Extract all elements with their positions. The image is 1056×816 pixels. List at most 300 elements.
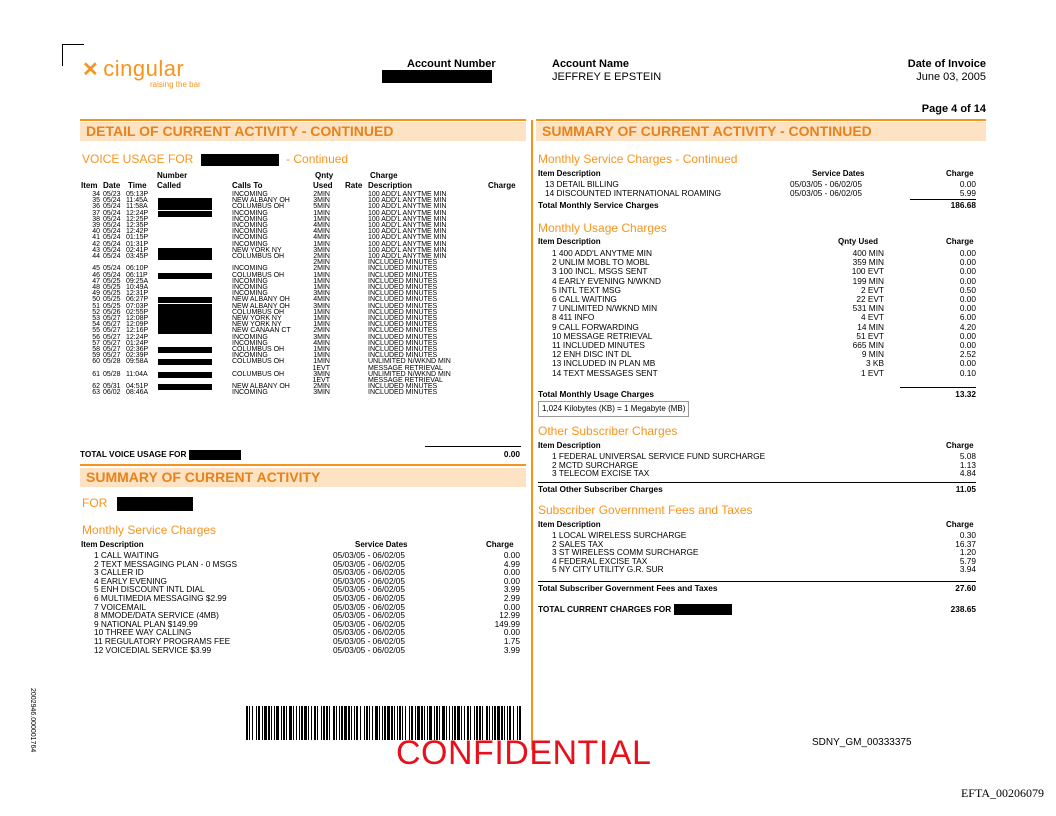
voice-item: 48 <box>92 284 100 291</box>
msc-total-label: Total Monthly Service Charges <box>538 200 659 210</box>
row-description: 11 REGULATORY PROGRAMS FEE <box>94 636 231 646</box>
row-mid: 05/03/05 - 06/02/05 <box>790 179 862 189</box>
barcode-bar <box>301 706 303 740</box>
barcode-bar <box>354 706 355 740</box>
voice-desc: 100 ADD'L ANYTME MIN <box>368 197 447 205</box>
voice-calls-to: INCOMING <box>232 352 268 360</box>
voice-date: 05/24 <box>103 209 121 217</box>
redaction-box <box>158 211 212 217</box>
barcode-bar <box>271 706 272 740</box>
voice-desc: INCLUDED MINUTES <box>368 265 438 273</box>
voice-calls-to: INCOMING <box>232 191 268 198</box>
row-mid: 22 EVT <box>856 294 884 304</box>
row-charge: 0.50 <box>959 284 976 295</box>
voice-used: 4MIN <box>313 228 330 236</box>
voice-calls-to: NEW ALBANY OH <box>232 383 290 391</box>
msc-header: Item Description Service Dates Charge <box>538 169 974 178</box>
voice-desc: 100 ADD'L ANYTME MIN <box>368 191 447 198</box>
barcode-bar <box>293 706 294 740</box>
row-description: 7 UNLIMITED N/WKND MIN <box>552 303 658 314</box>
row-description: 4 FEDERAL EXCISE TAX <box>552 555 648 566</box>
voice-used: 3MIN <box>313 389 330 397</box>
voice-item: 43 <box>92 246 100 254</box>
row-charge: 0.00 <box>959 257 976 268</box>
barcode-bar <box>372 706 373 740</box>
barcode-bar <box>344 706 347 740</box>
voice-item: 55 <box>92 327 100 335</box>
row-mid: 14 MIN <box>857 321 884 332</box>
row-description: 8 MMODE/DATA SERVICE (4MB) <box>94 610 219 621</box>
confidential-stamp: CONFIDENTIAL <box>396 734 652 772</box>
voice-item: 46 <box>92 271 100 279</box>
row-charge: 6.00 <box>959 312 976 323</box>
row-description: 9 NATIONAL PLAN $149.99 <box>94 618 198 629</box>
other-header: Item Description Charge <box>538 441 974 450</box>
row-description: 3 TELECOM EXCISE TAX <box>552 468 650 479</box>
voice-date: 05/27 <box>103 352 121 360</box>
voice-used: 1MIN <box>313 321 330 329</box>
voice-used: 2MIN <box>313 253 330 260</box>
voice-date: 05/27 <box>103 333 121 341</box>
voice-time: 06:27P <box>126 296 149 304</box>
barcode-bar <box>369 706 370 740</box>
barcode-bar <box>311 706 312 740</box>
voice-item: 63 <box>92 389 100 397</box>
barcode-bar <box>391 706 393 740</box>
row-mid: 531 MIN <box>852 303 884 314</box>
voice-date: 05/24 <box>103 240 121 248</box>
voice-desc: INCLUDED MINUTES <box>368 339 438 347</box>
voice-desc: INCLUDED MINUTES <box>368 259 438 267</box>
cingular-logo <box>82 56 201 89</box>
barcode-bar <box>252 706 253 740</box>
voice-used: 1MIN <box>313 271 330 279</box>
voice-date: 05/24 <box>103 215 121 223</box>
barcode-bar <box>323 706 325 740</box>
voice-desc: INCLUDED MINUTES <box>368 346 438 353</box>
row-description: 8 411 INFO <box>552 312 595 323</box>
voice-used: 2MIN <box>313 265 330 273</box>
row-charge: 3.94 <box>959 564 976 575</box>
voice-calls-to: COLUMBUS OH <box>232 308 285 316</box>
voice-calls-to: NEW CANAAN CT <box>232 327 291 335</box>
row-description: 2 TEXT MESSAGING PLAN - 0 MSGS <box>94 558 238 569</box>
barcode-bar <box>281 706 282 740</box>
barcode-bar <box>321 706 322 740</box>
voice-desc: INCLUDED MINUTES <box>368 271 438 279</box>
row-description: 5 NY CITY UTILITY G.R. SUR <box>552 564 664 575</box>
voice-time: 12:24P <box>126 209 149 217</box>
barcode-bar <box>246 706 248 740</box>
voice-used: 1MIN <box>313 346 330 353</box>
voice-date: 05/28 <box>103 370 121 378</box>
voice-used: 4MIN <box>313 222 330 229</box>
table-row <box>0 188 1056 198</box>
summary-banner: SUMMARY OF CURRENT ACTIVITY <box>80 468 526 487</box>
voice-item: 38 <box>92 215 100 223</box>
voice-calls-to: NEW YORK NY <box>232 321 282 329</box>
voice-calls-to: COLUMBUS OH <box>232 370 285 378</box>
voice-calls-to: INCOMING <box>232 277 268 285</box>
voice-date: 05/25 <box>103 296 121 304</box>
gov-fees-title: Subscriber Government Fees and Taxes <box>538 503 753 517</box>
voice-date: 05/24 <box>103 203 121 211</box>
voice-item: 51 <box>92 302 100 310</box>
msc-total: 186.68 <box>950 200 976 210</box>
barcode-bar <box>289 706 292 740</box>
row-charge: 0.00 <box>959 248 976 258</box>
row-mid: 665 MIN <box>852 340 884 350</box>
detail-banner: DETAIL OF CURRENT ACTIVITY - CONTINUED <box>80 122 526 141</box>
redaction-box <box>117 497 193 511</box>
voice-used: 3MIN <box>313 302 330 310</box>
row-mid: 05/03/05 - 06/02/05 <box>333 601 405 612</box>
voice-calls-to: NEW YORK NY <box>232 315 282 322</box>
voice-date: 05/24 <box>103 228 121 236</box>
voice-total: TOTAL VOICE USAGE FOR <box>80 449 241 460</box>
barcode-bar <box>308 706 309 740</box>
row-charge: 0.00 <box>959 358 976 369</box>
barcode-bar <box>264 706 267 740</box>
row-mid: 05/03/05 - 06/02/05 <box>333 610 405 621</box>
voice-desc: 100 ADD'L ANYTME MIN <box>368 203 447 211</box>
row-charge: 0.00 <box>959 179 976 189</box>
row-mid: 1 EVT <box>860 367 884 378</box>
barcode-bar <box>256 706 257 740</box>
voice-desc: INCLUDED MINUTES <box>368 315 438 322</box>
row-description: 10 MESSAGE RETRIEVAL <box>552 330 653 341</box>
row-mid: 9 MIN <box>861 349 884 360</box>
table-row <box>0 564 1056 574</box>
voice-calls-to: INCOMING <box>232 333 268 341</box>
voice-date: 05/24 <box>103 222 121 229</box>
voice-date: 05/24 <box>103 253 121 260</box>
barcode-bar <box>317 706 318 740</box>
page-number: Page 4 of 14 <box>921 103 986 115</box>
row-description: 1 CALL WAITING <box>94 550 159 560</box>
voice-desc: INCLUDED MINUTES <box>368 352 438 360</box>
row-description: 5 INTL TEXT MSG <box>552 284 622 295</box>
voice-date: 05/26 <box>103 308 121 316</box>
voice-date: 05/24 <box>103 197 121 205</box>
voice-desc: MESSAGE RETRIEVAL <box>368 364 443 372</box>
voice-desc: INCLUDED MINUTES <box>368 389 438 397</box>
voice-time: 09:25A <box>126 277 149 285</box>
voice-item: 35 <box>92 197 100 205</box>
voice-used: 2MIN <box>313 327 330 335</box>
voice-header: Item Date Time Called Calls To Used Rate Description Charge <box>81 181 516 190</box>
redaction-box <box>201 154 279 166</box>
voice-date: 05/27 <box>103 346 121 353</box>
voice-used: 1MIN <box>313 240 330 248</box>
gov-total-label: Total Subscriber Government Fees and Taxes <box>538 583 718 593</box>
row-description: 6 MULTIMEDIA MESSAGING $2.99 <box>94 593 227 603</box>
monthly-header: Item Description Service Dates Charge <box>81 540 514 549</box>
bates-number: SDNY_GM_00333375 <box>812 737 912 748</box>
row-description: 5 ENH DISCOUNT INTL DIAL <box>94 584 205 595</box>
voice-desc: INCLUDED MINUTES <box>368 277 438 285</box>
voice-calls-to: COLUMBUS OH <box>232 358 285 366</box>
usage-total-label: Total Monthly Usage Charges <box>538 389 655 399</box>
voice-used: 1MIN <box>313 352 330 360</box>
voice-used: 4MIN <box>313 234 330 242</box>
voice-desc: 100 ADD'L ANYTME MIN <box>368 240 447 248</box>
row-charge: 4.20 <box>959 321 976 332</box>
voice-desc: INCLUDED MINUTES <box>368 327 438 335</box>
row-charge: 0.00 <box>959 266 976 277</box>
voice-time: 12:25P <box>126 215 149 223</box>
row-description: 6 CALL WAITING <box>552 294 617 304</box>
row-charge: 1.20 <box>959 547 976 558</box>
voice-calls-to: INCOMING <box>232 389 268 397</box>
voice-used: 2MIN <box>313 259 330 267</box>
voice-item: 59 <box>92 352 100 360</box>
voice-time: 12:31P <box>126 290 149 298</box>
row-charge: 0.00 <box>503 601 520 612</box>
voice-item: 54 <box>92 321 100 329</box>
usage-title: Monthly Usage Charges <box>538 221 667 235</box>
voice-desc: 100 ADD'L ANYTME MIN <box>368 253 447 260</box>
barcode-bar <box>336 706 337 740</box>
logo-text: cingular <box>103 56 185 81</box>
usage-header: Item Description Qnty Used Charge <box>538 237 974 246</box>
barcode-bar <box>364 706 365 740</box>
voice-date: 05/25 <box>103 302 121 310</box>
voice-date: 05/25 <box>103 277 121 285</box>
barcode-bar <box>379 706 380 740</box>
date-label: Date of Invoice <box>907 58 986 70</box>
row-description: 1 FEDERAL UNIVERSAL SERVICE FUND SURCHARGE <box>552 451 766 461</box>
barcode-bar <box>314 706 316 740</box>
row-mid: 05/03/05 - 06/02/05 <box>333 550 405 560</box>
redaction-box <box>158 384 212 390</box>
summary-continued-banner: SUMMARY OF CURRENT ACTIVITY - CONTINUED <box>536 122 986 141</box>
row-charge: 4.84 <box>959 468 976 479</box>
voice-date: 05/24 <box>103 234 121 242</box>
row-mid: 05/03/05 - 06/02/05 <box>333 644 405 655</box>
redaction-box <box>158 198 212 204</box>
voice-desc: 100 ADD'L ANYTME MIN <box>368 209 447 217</box>
voice-desc: 100 ADD'L ANYTME MIN <box>368 246 447 254</box>
row-charge: 0.00 <box>959 294 976 304</box>
voice-calls-to: NEW ALBANY OH <box>232 296 290 304</box>
voice-used: 4MIN <box>313 339 330 347</box>
barcode-bar <box>326 706 328 740</box>
row-mid: 05/03/05 - 06/02/05 <box>333 558 405 569</box>
voice-date: 05/27 <box>103 327 121 335</box>
barcode-bar <box>274 706 275 740</box>
row-mid: 05/03/05 - 06/02/05 <box>333 636 405 646</box>
barcode-bar <box>387 706 390 740</box>
row-charge: 4.99 <box>503 558 520 569</box>
account-number-label: Account Number <box>407 58 496 70</box>
voice-desc: UNLIMITED N/WKND MIN <box>368 358 451 366</box>
voice-used: 1MIN <box>313 358 330 366</box>
row-description: 7 VOICEMAIL <box>94 601 147 612</box>
voice-desc: UNLIMITED N/WKND MIN <box>368 370 451 378</box>
row-description: 14 TEXT MESSAGES SENT <box>552 367 658 378</box>
voice-date: 05/24 <box>103 265 121 273</box>
voice-item: 47 <box>92 277 100 285</box>
table-row <box>0 468 1056 478</box>
logo-icon: ✕ <box>82 59 99 81</box>
voice-calls-to: NEW ALBANY OH <box>232 197 290 205</box>
row-description: 1 LOCAL WIRELESS SURCHARGE <box>552 530 687 540</box>
table-row <box>0 364 1056 378</box>
voice-desc: 100 ADD'L ANYTME MIN <box>368 215 447 223</box>
voice-time: 07:03P <box>126 302 149 310</box>
voice-item: 60 <box>92 358 100 366</box>
barcode-bar <box>339 706 340 740</box>
voice-time: 06:11P <box>126 271 148 279</box>
voice-time: 08:46A <box>126 389 149 397</box>
row-charge: 2.52 <box>959 349 976 360</box>
voice-item: 52 <box>92 308 100 316</box>
voice-item: 36 <box>92 203 100 211</box>
voice-time: 02:36P <box>126 346 149 353</box>
row-description: 14 DISCOUNTED INTERNATIONAL ROAMING <box>545 187 722 198</box>
row-charge: 149.99 <box>494 618 520 629</box>
row-description: 9 CALL FORWARDING <box>552 321 639 332</box>
voice-time: 11:58A <box>126 203 148 211</box>
voice-date: 05/27 <box>103 315 121 322</box>
voice-item: 53 <box>92 315 100 322</box>
row-charge: 12.99 <box>499 610 520 621</box>
barcode-bar <box>348 706 350 740</box>
voice-desc: MESSAGE RETRIEVAL <box>368 377 443 384</box>
voice-used: 1EVT <box>312 364 330 372</box>
voice-desc: 100 ADD'L ANYTME MIN <box>368 228 447 236</box>
voice-time: 05:13P <box>126 191 149 198</box>
voice-calls-to: INCOMING <box>232 284 268 291</box>
voice-time: 02:41P <box>126 246 149 254</box>
voice-desc: 100 ADD'L ANYTME MIN <box>368 234 447 242</box>
voice-date: 06/02 <box>103 389 121 397</box>
msc-continued-title: Monthly Service Charges - Continued <box>538 152 738 166</box>
redaction-box <box>158 204 212 210</box>
row-mid: 359 MIN <box>852 257 884 268</box>
row-charge: 1.75 <box>503 636 520 646</box>
row-charge: 0.10 <box>959 367 976 378</box>
row-description: 2 MCTD SURCHARGE <box>552 459 639 470</box>
voice-time: 01:15P <box>126 234 149 242</box>
voice-item: 42 <box>92 240 100 248</box>
voice-date: 05/24 <box>103 271 121 279</box>
other-charges-title: Other Subscriber Charges <box>538 424 678 438</box>
voice-time: 12:09P <box>126 321 149 329</box>
voice-used: 1EVT <box>312 377 330 384</box>
voice-used: 1MIN <box>313 315 330 322</box>
voice-used: 2MIN <box>313 383 330 391</box>
voice-calls-to: INCOMING <box>232 228 268 236</box>
voice-used: 2MIN <box>313 191 330 198</box>
voice-used: 3MIN <box>313 246 330 254</box>
crop-mark <box>62 44 63 66</box>
voice-time: 11:04A <box>126 370 148 378</box>
row-description: 3 ST WIRELESS COMM SURCHARGE <box>552 547 699 558</box>
row-description: 10 THREE WAY CALLING <box>94 627 192 638</box>
voice-used: 3MIN <box>313 333 330 341</box>
voice-date: 05/23 <box>103 191 121 198</box>
barcode-bar <box>249 706 250 740</box>
voice-used: 1MIN <box>313 308 330 316</box>
divider <box>536 119 986 121</box>
gov-total: 27.60 <box>955 583 976 593</box>
voice-time: 12:35P <box>126 222 149 229</box>
divider <box>538 482 976 483</box>
voice-desc: INCLUDED MINUTES <box>368 383 438 391</box>
voice-used: 3MIN <box>313 197 330 205</box>
redaction-box <box>382 70 492 83</box>
voice-calls-to: INCOMING <box>232 215 268 223</box>
barcode-bar <box>356 706 358 740</box>
voice-time: 12:42P <box>126 228 149 236</box>
voice-item: 39 <box>92 222 100 229</box>
row-description: 12 VOICEDIAL SERVICE $3.99 <box>94 644 212 655</box>
barcode-bar <box>283 706 285 740</box>
row-mid: 05/03/05 - 06/02/05 <box>333 567 405 578</box>
barcode-bar <box>296 706 297 740</box>
logo-tagline: raising the bar <box>150 80 201 89</box>
voice-header-top: Number Qnty Charge <box>157 171 398 180</box>
voice-date: 05/25 <box>103 284 121 291</box>
row-charge: 0.00 <box>503 627 520 638</box>
row-charge: 3.99 <box>503 644 520 655</box>
account-name: JEFFREY E EPSTEIN <box>552 71 662 83</box>
voice-time: 09:58A <box>126 358 149 366</box>
voice-item: 56 <box>92 333 100 341</box>
voice-used: 1MIN <box>313 215 330 223</box>
voice-calls-to: COLUMBUS OH <box>232 203 285 211</box>
row-mid: 400 MIN <box>852 248 884 258</box>
barcode-bar <box>351 706 352 740</box>
barcode-bar <box>382 706 383 740</box>
barcode-bar <box>341 706 343 740</box>
row-mid: 05/03/05 - 06/02/05 <box>333 584 405 595</box>
voice-calls-to: COLUMBUS OH <box>232 346 285 353</box>
voice-date: 05/31 <box>103 383 121 391</box>
voice-calls-to: INCOMING <box>232 240 268 248</box>
row-charge: 0.00 <box>959 275 976 286</box>
row-description: 13 INCLUDED IN PLAN MB <box>552 358 656 369</box>
row-charge: 5.79 <box>959 555 976 566</box>
date-value: June 03, 2005 <box>916 71 986 83</box>
barcode-bar <box>384 706 386 740</box>
divider <box>900 387 976 388</box>
row-charge: 16.37 <box>955 538 976 549</box>
for-title: FOR <box>82 496 193 511</box>
row-charge: 0.00 <box>959 330 976 341</box>
barcode-bar <box>333 706 335 740</box>
row-charge: 0.00 <box>503 567 520 578</box>
voice-time: 02:55P <box>126 308 149 316</box>
grand-total: 238.65 <box>950 604 976 614</box>
voice-item: 49 <box>92 290 100 298</box>
voice-item: 44 <box>92 253 100 260</box>
other-total-label: Total Other Subscriber Charges <box>538 484 663 494</box>
voice-desc: INCLUDED MINUTES <box>368 321 438 329</box>
barcode-bar <box>304 706 307 740</box>
voice-desc: INCLUDED MINUTES <box>368 296 438 304</box>
voice-used: 3MIN <box>313 370 330 378</box>
barcode-bar <box>276 706 279 740</box>
row-mid: 199 MIN <box>852 275 884 286</box>
voice-item: 57 <box>92 339 100 347</box>
barcode-bar <box>286 706 287 740</box>
row-mid: 2 EVT <box>860 284 884 295</box>
row-mid: 05/03/05 - 06/02/05 <box>333 575 405 586</box>
row-description: 13 DETAIL BILLING <box>545 179 619 189</box>
